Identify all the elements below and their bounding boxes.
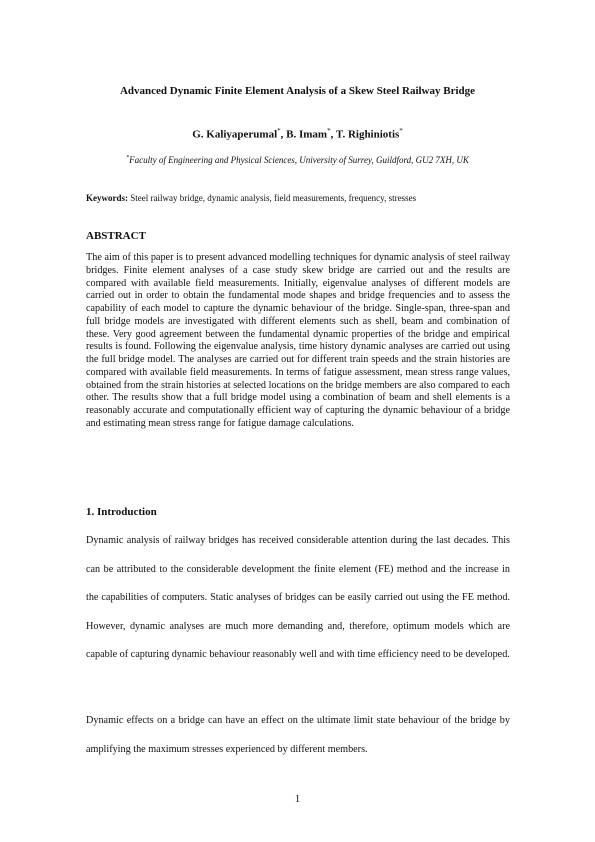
affiliation-text: Faculty of Engineering and Physical Sciences, University of Surrey, Guildford, GU2 7XH, UK	[129, 155, 469, 165]
introduction-heading: 1. Introduction	[86, 506, 157, 518]
keywords-text: Steel railway bridge, dynamic analysis, field measurements, frequency, stresses	[130, 193, 417, 203]
keywords-label: Keywords:	[86, 193, 128, 203]
introduction-paragraph: Dynamic analysis of railway bridges has received considerable attention during the last decades. This can be attributed to the considerable development the finite element (FE) method and the increase in the capabilities of computers. Static analyses of bridges can be easily carried out using the FE method. However, dynamic analyses are much more demanding and, therefore, optimum models which are capable of capturing dynamic behaviour reasonably well and with time efficiency need to be developed.	[86, 535, 510, 660]
author-mark: *	[399, 127, 403, 135]
introduction-paragraph: Dynamic effects on a bridge can have an effect on the ultimate limit state behaviour of the bridge by amplifying the maximum stresses experienced by different members.	[86, 715, 510, 755]
author-mark: *	[327, 127, 331, 135]
author-name: G. Kaliyaperumal	[192, 128, 278, 141]
author-mark: *	[277, 127, 281, 135]
page-number: 1	[294, 793, 301, 805]
author-separator: ,	[330, 128, 336, 141]
affiliation-mark: *	[126, 155, 130, 161]
paper-title: Advanced Dynamic Finite Element Analysis of a Skew Steel Railway Bridge	[119, 85, 476, 97]
affiliation	[0, 155, 595, 165]
keywords-line	[86, 193, 416, 203]
author-list	[0, 127, 595, 141]
author-name: T. Righiniotis	[335, 128, 400, 141]
author-name: B. Imam	[286, 128, 328, 141]
author-separator: ,	[280, 128, 287, 141]
abstract-heading: ABSTRACT	[86, 230, 146, 242]
abstract-text: The aim of this paper is to present advanced modelling techniques for dynamic analysis of steel railway bridges. Finite element analyses of a case study skew bridge are carried out and the results are compared with available field measurements. Initially, eigenvalue analyses of different models are carried out in order to obtain the fundamental mode shapes and bridge frequencies and to assess the capability of each model to capture the dynamic behaviour of the bridge. Single-span, three-span and full bridge models are investigated with different elements such as shell, beam and combination of these. Very good agreement between the fundamental dynamic properties of the bridge and empirical results is found. Following the eigenvalue analysis, time history dynamic analyses are carried out using the full bridge model. The analyses are carried out for different train speeds and the strain histories are compared with available field measurements. In terms of fatigue assessment, mean stress range values, obtained from the strain histories at selected locations on the bridge members are also compared to each other. The results show that a full bridge model using a combination of beam and shell elements is a reasonably accurate and computationally efficient way of capturing the dynamic behaviour of a bridge and estimating mean stress range for fatigue damage calculations.	[86, 252, 510, 429]
